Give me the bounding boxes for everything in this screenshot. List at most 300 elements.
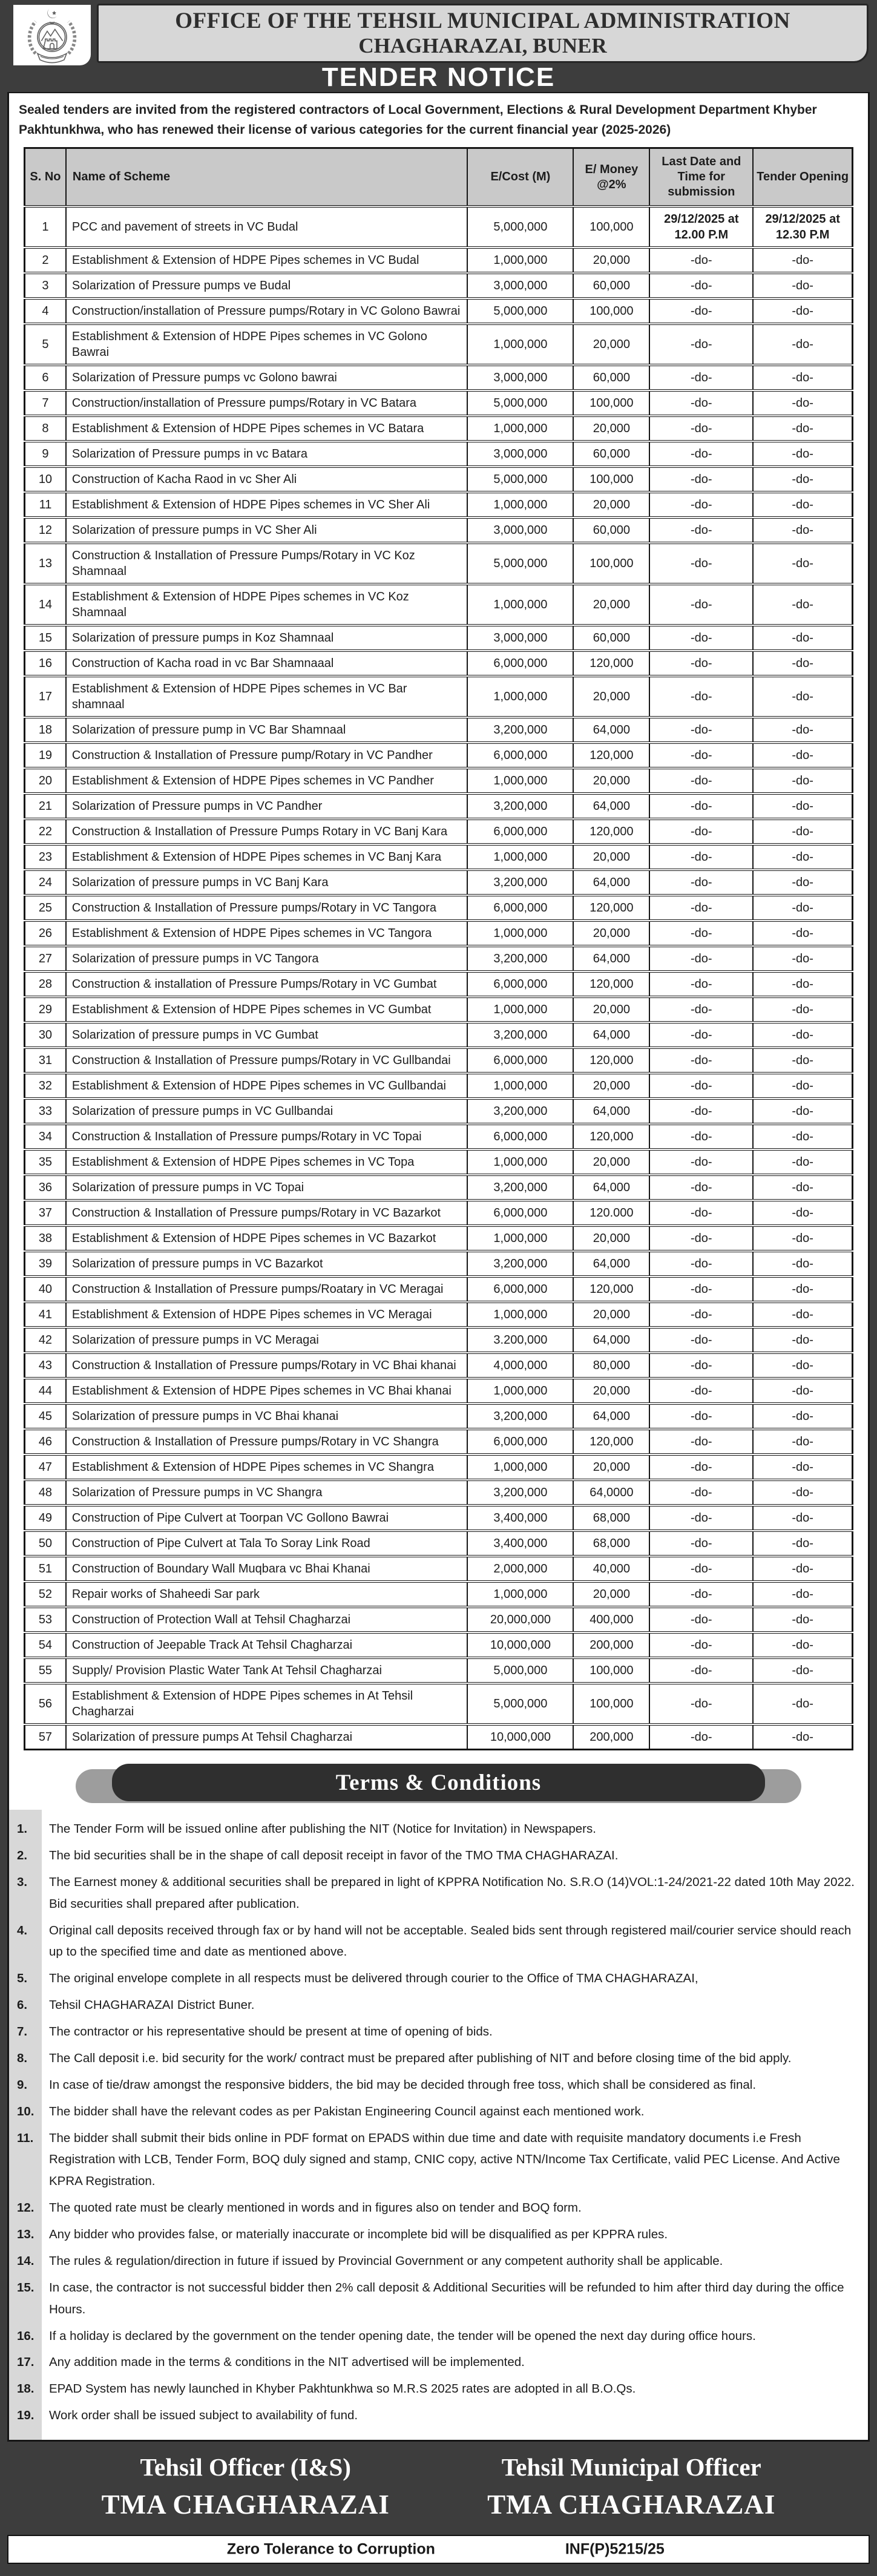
cell-earnest-money: 120,000 [573,1048,649,1073]
cell-tender-opening: -do- [753,1149,852,1175]
cell-cost: 1,000,000 [467,997,573,1022]
cell-last-date: -do- [649,467,753,492]
cell-cost: 3,400,000 [467,1505,573,1531]
scheme-row [25,743,853,768]
cell-last-date: -do- [649,441,753,467]
cell-cost: 3,000,000 [467,365,573,390]
cell-scheme-name: Solarization of pressure pumps in VC Gullbandai [66,1099,467,1124]
cell-cost: 5,000,000 [467,298,573,324]
term-item [9,2021,868,2043]
term-item [9,1845,868,1867]
term-text: The contractor or his representative should be present at time of opening of bids. [49,2025,493,2039]
cell-last-date: -do- [649,1480,753,1505]
scheme-row [25,390,853,416]
cell-scheme-name: Construction & Installation of Pressure Pumps/Rotary in VC Koz Shamnaal [66,543,467,584]
cell-scheme-name: Establishment & Extension of HDPE Pipes schemes in VC Banj Kara [66,844,467,870]
cell-serial: 54 [25,1632,66,1658]
cell-cost: 3,200,000 [467,1404,573,1429]
cell-tender-opening: -do- [753,416,852,441]
cell-earnest-money: 120,000 [573,651,649,676]
cell-serial: 28 [25,971,66,997]
cell-earnest-money: 20,000 [573,844,649,870]
cell-serial: 57 [25,1724,66,1750]
scheme-row [25,921,853,946]
term-text: The quoted rate must be clearly mentioned in words and in figures also on tender and BOQ form. [49,2201,582,2215]
cell-cost: 3,000,000 [467,625,573,651]
cell-tender-opening: -do- [753,1658,852,1683]
cell-serial: 36 [25,1175,66,1200]
scheme-row [25,997,853,1022]
cell-tender-opening: -do- [753,1429,852,1454]
term-text: In case of tie/draw amongst the responsive bidders, the bid may be decided through free toss, which shall be considered as final. [49,2077,757,2092]
cell-scheme-name: Solarization of Pressure pumps in vc Batara [66,441,467,467]
cell-scheme-name: Establishment & Extension of HDPE Pipes schemes in VC Batara [66,416,467,441]
cell-last-date: -do- [649,1556,753,1582]
cell-serial: 32 [25,1073,66,1099]
term-item [9,1871,868,1915]
cell-last-date: -do- [649,1505,753,1531]
scheme-row [25,1683,853,1724]
cell-last-date: -do- [649,1251,753,1276]
cell-scheme-name: Construction of Jeepable Track At Tehsil Chagharzai [66,1632,467,1658]
term-number: 11. [17,2131,34,2145]
term-number: 6. [17,1998,28,2012]
cell-serial: 41 [25,1302,66,1327]
cell-cost: 1,000,000 [467,1149,573,1175]
cell-serial: 26 [25,921,66,946]
terms-list [9,1810,868,2440]
cell-serial: 1 [25,206,66,248]
cell-cost: 6,000,000 [467,819,573,844]
cell-scheme-name: PCC and pavement of streets in VC Budal [66,206,467,248]
cell-cost: 5,000,000 [467,390,573,416]
cell-serial: 8 [25,416,66,441]
cell-earnest-money: 64,000 [573,1251,649,1276]
cell-last-date: -do- [649,1724,753,1750]
cell-earnest-money: 120,000 [573,1124,649,1149]
scheme-row [25,1607,853,1632]
cell-last-date: -do- [649,1429,753,1454]
cell-scheme-name: Construction & installation of Pressure Pumps/Rotary in VC Gumbat [66,971,467,997]
term-number: 1. [17,1822,28,1836]
cell-scheme-name: Solarization of pressure pumps in VC Topai [66,1175,467,1200]
cell-serial: 7 [25,390,66,416]
cell-earnest-money: 20,000 [573,1226,649,1251]
scheme-row [25,1276,853,1302]
cell-earnest-money: 64,0000 [573,1480,649,1505]
term-number: 12. [17,2201,34,2215]
term-item [9,1818,868,1840]
cell-earnest-money: 60,000 [573,273,649,298]
cell-cost: 3,000,000 [467,441,573,467]
cell-serial: 56 [25,1683,66,1724]
cell-scheme-name: Solarization of pressure pumps in VC Bazarkot [66,1251,467,1276]
cell-earnest-money: 20,000 [573,324,649,365]
cell-last-date: 29/12/2025 at 12.00 P.M [649,206,753,248]
cell-serial: 50 [25,1531,66,1556]
cell-serial: 43 [25,1353,66,1378]
cell-cost: 3,200,000 [467,794,573,819]
cell-cost: 1,000,000 [467,1582,573,1607]
cell-serial: 45 [25,1404,66,1429]
term-text: The bidder shall have the relevant codes as per Pakistan Engineering Council against each mentioned work. [49,2104,645,2118]
scheme-row [25,625,853,651]
cell-scheme-name: Establishment & Extension of HDPE Pipes schemes in VC Golono Bawrai [66,324,467,365]
scheme-row [25,492,853,518]
cell-earnest-money: 60,000 [573,518,649,543]
cell-serial: 16 [25,651,66,676]
cell-scheme-name: Construction & Installation of Pressure pumps/Roatary in VC Meragai [66,1276,467,1302]
cell-tender-opening: -do- [753,1327,852,1353]
term-item [9,2128,868,2193]
schemes-table-head [25,148,853,207]
cell-cost: 3,200,000 [467,1099,573,1124]
scheme-row [25,1632,853,1658]
cell-last-date: -do- [649,273,753,298]
cell-serial: 20 [25,768,66,794]
cell-earnest-money: 200,000 [573,1724,649,1750]
cell-cost: 3,000,000 [467,273,573,298]
cell-last-date: -do- [649,768,753,794]
cell-tender-opening: -do- [753,651,852,676]
cell-tender-opening: -do- [753,584,852,625]
cell-serial: 2 [25,248,66,273]
cell-cost: 1,000,000 [467,844,573,870]
cell-earnest-money: 120,000 [573,1429,649,1454]
cell-scheme-name: Construction & Installation of Pressure pumps/Rotary in VC Bhai khanai [66,1353,467,1378]
cell-earnest-money: 20,000 [573,1149,649,1175]
cell-serial: 25 [25,895,66,921]
cell-last-date: -do- [649,870,753,895]
cell-last-date: -do- [649,1353,753,1378]
cell-scheme-name: Repair works of Shaheedi Sar park [66,1582,467,1607]
cell-serial: 13 [25,543,66,584]
cell-scheme-name: Solarization of Pressure pumps vc Golono bawrai [66,365,467,390]
term-item [9,2378,868,2400]
office-title-box [97,4,869,63]
scheme-row [25,768,853,794]
cell-last-date: -do- [649,651,753,676]
cell-last-date: -do- [649,298,753,324]
cell-earnest-money: 400,000 [573,1607,649,1632]
cell-earnest-money: 120,000 [573,819,649,844]
cell-last-date: -do- [649,1582,753,1607]
office-title-line2: CHAGHARAZAI, BUNER [358,34,607,58]
term-text: Any addition made in the terms & conditions in the NIT advertised will be implemented. [49,2355,525,2370]
cell-scheme-name: Construction of Boundary Wall Muqbara vc Bhai Khanai [66,1556,467,1582]
cell-tender-opening: -do- [753,1378,852,1404]
scheme-row [25,298,853,324]
scheme-row [25,416,853,441]
cell-cost: 2,000,000 [467,1556,573,1582]
cell-earnest-money: 20,000 [573,416,649,441]
cell-earnest-money: 100,000 [573,543,649,584]
cell-last-date: -do- [649,717,753,743]
cell-scheme-name: Construction of Kacha road in vc Bar Shamnaaal [66,651,467,676]
scheme-row [25,1251,853,1276]
cell-earnest-money: 60,000 [573,625,649,651]
cell-earnest-money: 100,000 [573,1658,649,1683]
cell-earnest-money: 20,000 [573,676,649,717]
cell-serial: 22 [25,819,66,844]
col-scheme-name: Name of Scheme [66,148,467,207]
cell-last-date: -do- [649,1099,753,1124]
cell-earnest-money: 20,000 [573,248,649,273]
cell-tender-opening: -do- [753,819,852,844]
scheme-row [25,441,853,467]
scheme-row [25,946,853,971]
cell-serial: 5 [25,324,66,365]
cell-cost: 5,000,000 [467,467,573,492]
cell-earnest-money: 200,000 [573,1632,649,1658]
cell-tender-opening: -do- [753,743,852,768]
cell-scheme-name: Supply/ Provision Plastic Water Tank At Tehsil Chagharzai [66,1658,467,1683]
scheme-row [25,1454,853,1480]
term-text: The bid securities shall be in the shape of call deposit receipt in favor of the TMO TMA CHAGHARAZAI. [49,1848,619,1862]
cell-earnest-money: 64,000 [573,946,649,971]
cell-last-date: -do- [649,743,753,768]
cell-last-date: -do- [649,1200,753,1226]
cell-tender-opening: -do- [753,1404,852,1429]
col-earnest-money: E/ Money @2% [573,148,649,207]
cell-scheme-name: Solarization of pressure pumps in VC Meragai [66,1327,467,1353]
cell-tender-opening: -do- [753,1099,852,1124]
cell-scheme-name: Construction & Installation of Pressure pumps/Rotary in VC Bazarkot [66,1200,467,1226]
tender-notice-banner: TENDER NOTICE [321,62,556,92]
scheme-row [25,365,853,390]
cell-earnest-money: 20,000 [573,584,649,625]
scheme-row [25,1022,853,1048]
term-text: Tehsil CHAGHARAZAI District Buner. [49,1998,255,2012]
scheme-row [25,324,853,365]
scheme-row [25,1302,853,1327]
cell-tender-opening: -do- [753,492,852,518]
cell-earnest-money: 20,000 [573,768,649,794]
cell-tender-opening: -do- [753,1480,852,1505]
cell-earnest-money: 20,000 [573,1454,649,1480]
cell-scheme-name: Solarization of pressure pump in VC Bar Shamnaal [66,717,467,743]
cell-earnest-money: 40,000 [573,1556,649,1582]
cell-tender-opening: -do- [753,1073,852,1099]
term-number: 18. [17,2382,34,2396]
scheme-row [25,870,853,895]
scheme-row [25,467,853,492]
cell-scheme-name: Solarization of pressure pumps in VC Sher Ali [66,518,467,543]
cell-last-date: -do- [649,1022,753,1048]
cell-tender-opening: -do- [753,298,852,324]
cell-earnest-money: 64,000 [573,1022,649,1048]
header [0,0,877,92]
cell-serial: 3 [25,273,66,298]
scheme-row [25,273,853,298]
cell-last-date: -do- [649,518,753,543]
bottom-strip [7,2535,870,2564]
cell-scheme-name: Solarization of pressure pumps in VC Tangora [66,946,467,971]
cell-last-date: -do- [649,1048,753,1073]
term-text: The Tender Form will be issued online after publishing the NIT (Notice for Invitation) in Newspapers. [49,1822,596,1836]
cell-tender-opening: -do- [753,1353,852,1378]
cell-serial: 46 [25,1429,66,1454]
cell-serial: 9 [25,441,66,467]
cell-serial: 39 [25,1251,66,1276]
cell-earnest-money: 100,000 [573,298,649,324]
cell-tender-opening: -do- [753,1531,852,1556]
cell-tender-opening: -do- [753,273,852,298]
cell-last-date: -do- [649,248,753,273]
signature-band [0,2442,877,2535]
cell-earnest-money: 64,000 [573,794,649,819]
scheme-row [25,543,853,584]
cell-cost: 5,000,000 [467,206,573,248]
cell-scheme-name: Solarization of Pressure pumps in VC Shangra [66,1480,467,1505]
cell-scheme-name: Construction of Kacha Raod in vc Sher Ali [66,467,467,492]
cell-scheme-name: Establishment & Extension of HDPE Pipes schemes in VC Gullbandai [66,1073,467,1099]
cell-serial: 52 [25,1582,66,1607]
cell-last-date: -do- [649,946,753,971]
cell-scheme-name: Construction/installation of Pressure pumps/Rotary in VC Golono Bawrai [66,298,467,324]
cell-scheme-name: Establishment & Extension of HDPE Pipes schemes in VC Pandher [66,768,467,794]
cell-cost: 6,000,000 [467,1429,573,1454]
cell-earnest-money: 64,000 [573,1327,649,1353]
cell-cost: 1,000,000 [467,416,573,441]
term-number: 14. [17,2253,34,2268]
cell-earnest-money: 60,000 [573,365,649,390]
cell-cost: 5,000,000 [467,1658,573,1683]
cell-cost: 3,200,000 [467,870,573,895]
scheme-row [25,1582,853,1607]
scheme-row [25,1505,853,1531]
scheme-row [25,1378,853,1404]
cell-tender-opening: -do- [753,921,852,946]
cell-tender-opening: -do- [753,895,852,921]
cell-tender-opening: -do- [753,1251,852,1276]
scheme-row [25,1404,853,1429]
cell-last-date: -do- [649,416,753,441]
term-item [9,2405,868,2426]
cell-cost: 5,000,000 [467,1683,573,1724]
cell-serial: 42 [25,1327,66,1353]
cell-last-date: -do- [649,1607,753,1632]
cell-last-date: -do- [649,1378,753,1404]
cell-tender-opening: -do- [753,324,852,365]
signature-right-org: TMA CHAGHARAZAI [487,2489,776,2520]
terms-conditions-title: Terms & Conditions [112,1764,765,1801]
cell-serial: 6 [25,365,66,390]
scheme-row [25,794,853,819]
content-area [7,92,870,2442]
cell-scheme-name: Construction & Installation of Pressure Pumps Rotary in VC Banj Kara [66,819,467,844]
cell-earnest-money: 64,000 [573,870,649,895]
cell-earnest-money: 100,000 [573,206,649,248]
cell-tender-opening: -do- [753,844,852,870]
cell-serial: 21 [25,794,66,819]
cell-last-date: -do- [649,1175,753,1200]
cell-serial: 10 [25,467,66,492]
schemes-table-wrap [9,146,868,1756]
cell-serial: 40 [25,1276,66,1302]
cell-tender-opening: -do- [753,1582,852,1607]
cell-scheme-name: Construction/installation of Pressure pumps/Rotary in VC Batara [66,390,467,416]
scheme-row [25,1556,853,1582]
cell-tender-opening: -do- [753,1724,852,1750]
schemes-table [24,147,853,1750]
term-number: 9. [17,2077,28,2092]
cell-last-date: -do- [649,492,753,518]
cell-scheme-name: Solarization of Pressure pumps in VC Pandher [66,794,467,819]
cell-cost: 1,000,000 [467,1302,573,1327]
cell-scheme-name: Construction of Pipe Culvert at Toorpan VC Gollono Bawrai [66,1505,467,1531]
cell-scheme-name: Solarization of pressure pumps in VC Bhai khanai [66,1404,467,1429]
cell-scheme-name: Construction of Pipe Culvert at Tala To Soray Link Road [66,1531,467,1556]
signature-left-org: TMA CHAGHARAZAI [101,2489,390,2520]
cell-last-date: -do- [649,1276,753,1302]
scheme-row [25,206,853,248]
cell-earnest-money: 100,000 [573,1683,649,1724]
office-title-line1: OFFICE OF THE TEHSIL MUNICIPAL ADMINISTRATION [175,8,790,34]
cell-scheme-name: Construction & Installation of Pressure pumps/Rotary in VC Gullbandai [66,1048,467,1073]
cell-serial: 35 [25,1149,66,1175]
scheme-row [25,518,853,543]
cell-scheme-name: Establishment & Extension of HDPE Pipes schemes in VC Tangora [66,921,467,946]
cell-tender-opening: -do- [753,365,852,390]
cell-scheme-name: Construction & Installation of Pressure pumps/Rotary in VC Topai [66,1124,467,1149]
terms-conditions-banner [112,1764,765,1804]
cell-scheme-name: Establishment & Extension of HDPE Pipes schemes in VC Sher Ali [66,492,467,518]
cell-scheme-name: Construction of Protection Wall at Tehsil Chagharzai [66,1607,467,1632]
cell-earnest-money: 120,000 [573,971,649,997]
cell-earnest-money: 60,000 [573,441,649,467]
term-number: 4. [17,1923,28,1937]
cell-earnest-money: 20,000 [573,921,649,946]
cell-cost: 6,000,000 [467,1276,573,1302]
cell-tender-opening: -do- [753,518,852,543]
cell-tender-opening: -do- [753,467,852,492]
term-item [9,2250,868,2272]
term-number: 16. [17,2328,34,2343]
cell-tender-opening: -do- [753,946,852,971]
cell-serial: 30 [25,1022,66,1048]
cell-cost: 3,200,000 [467,1175,573,1200]
cell-tender-opening: -do- [753,543,852,584]
cell-cost: 1,000,000 [467,492,573,518]
cell-tender-opening: -do- [753,248,852,273]
term-item [9,2074,868,2096]
cell-cost: 10,000,000 [467,1724,573,1750]
cell-serial: 51 [25,1556,66,1582]
cell-serial: 24 [25,870,66,895]
scheme-row [25,844,853,870]
cell-serial: 27 [25,946,66,971]
col-tender-opening: Tender Opening [753,148,852,207]
cell-tender-opening: -do- [753,1200,852,1226]
scheme-row [25,676,853,717]
term-item [9,2351,868,2373]
cell-last-date: -do- [649,584,753,625]
cell-serial: 29 [25,997,66,1022]
term-text: Any bidder who provides false, or materially inaccurate or incomplete bid will be disqualified as per KPPRA rules. [49,2227,668,2242]
scheme-row [25,584,853,625]
scheme-row [25,1099,853,1124]
cell-serial: 55 [25,1658,66,1683]
scheme-row [25,1327,853,1353]
scheme-row [25,819,853,844]
cell-earnest-money: 64,000 [573,1099,649,1124]
cell-scheme-name: Solarization of Pressure pumps ve Budal [66,273,467,298]
cell-last-date: -do- [649,1149,753,1175]
term-number: 19. [17,2408,34,2423]
term-item [9,2197,868,2219]
term-text: The original envelope complete in all respects must be delivered through courier to the Office of TMA CHAGHARAZAI, [49,1971,698,1986]
